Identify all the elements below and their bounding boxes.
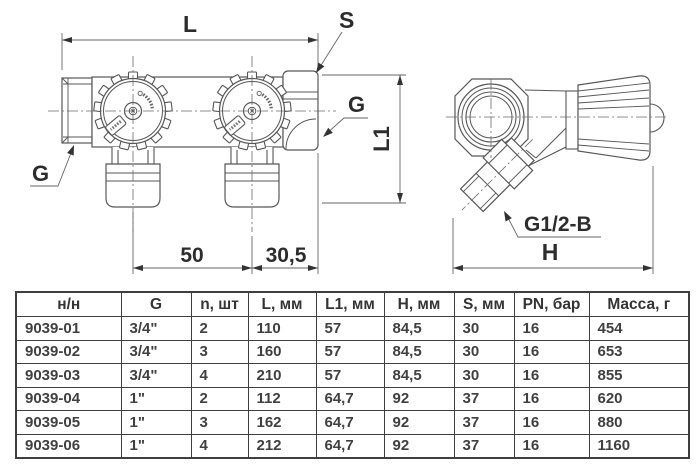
spec-cell: 1160 bbox=[589, 434, 689, 458]
spec-cell: 1" bbox=[121, 387, 191, 411]
spec-cell: 620 bbox=[589, 387, 689, 411]
spec-cell: 16 bbox=[514, 387, 589, 411]
spec-cell: 2 bbox=[191, 387, 248, 411]
knob bbox=[578, 76, 664, 160]
table-row bbox=[16, 387, 689, 411]
spec-cell: 92 bbox=[384, 434, 454, 458]
spec-cell: 9039-04 bbox=[16, 387, 121, 411]
column-header: н/н bbox=[16, 292, 121, 317]
front-view bbox=[30, 7, 406, 274]
spec-cell: 3/4" bbox=[121, 317, 191, 341]
spec-cell: 4 bbox=[191, 434, 248, 458]
column-header: G bbox=[121, 292, 191, 317]
spec-cell: 37 bbox=[454, 387, 514, 411]
spec-cell: 653 bbox=[589, 340, 689, 364]
column-header: H, мм bbox=[384, 292, 454, 317]
spec-cell: 9039-03 bbox=[16, 364, 121, 388]
spec-cell: 84,5 bbox=[384, 364, 454, 388]
spec-cell: 454 bbox=[589, 317, 689, 341]
table-row bbox=[16, 340, 689, 364]
spec-cell: 16 bbox=[514, 434, 589, 458]
spec-cell: 9039-02 bbox=[16, 340, 121, 364]
spec-cell: 162 bbox=[248, 411, 316, 435]
spec-cell: 3/4" bbox=[121, 340, 191, 364]
column-header: S, мм bbox=[454, 292, 514, 317]
spec-cell: 9039-05 bbox=[16, 411, 121, 435]
dim-30-5-label: 30,5 bbox=[265, 244, 307, 267]
spec-cell: 2 bbox=[191, 317, 248, 341]
branch-thread-label: G1/2-B bbox=[524, 213, 592, 236]
spec-cell: 3 bbox=[191, 411, 248, 435]
thread-G-right-label: G bbox=[348, 92, 366, 117]
spec-cell: 112 bbox=[248, 387, 316, 411]
spec-cell: 855 bbox=[589, 364, 689, 388]
table-row bbox=[16, 411, 689, 435]
spec-cell: 92 bbox=[384, 387, 454, 411]
spec-cell: 1" bbox=[121, 434, 191, 458]
dim-L-label: L bbox=[182, 11, 198, 37]
thread-G-left-label: G bbox=[32, 161, 50, 186]
spec-cell: 3/4" bbox=[121, 364, 191, 388]
spec-cell: 4 bbox=[191, 364, 248, 388]
inlet-thread bbox=[62, 78, 92, 143]
spec-cell: 84,5 bbox=[384, 317, 454, 341]
spec-cell: 92 bbox=[384, 411, 454, 435]
spec-cell: 3 bbox=[191, 340, 248, 364]
spec-cell: 1" bbox=[121, 411, 191, 435]
spec-cell: 16 bbox=[514, 364, 589, 388]
column-header: n, шт bbox=[191, 292, 248, 317]
spec-cell: 30 bbox=[454, 340, 514, 364]
spec-cell: 9039-06 bbox=[16, 434, 121, 458]
spec-cell: 64,7 bbox=[316, 434, 384, 458]
spec-cell: 16 bbox=[514, 411, 589, 435]
spec-cell: 16 bbox=[514, 340, 589, 364]
spec-cell: 57 bbox=[316, 317, 384, 341]
spec-cell: 57 bbox=[316, 364, 384, 388]
spec-cell: 57 bbox=[316, 340, 384, 364]
dim-H-label: H bbox=[541, 239, 559, 265]
spec-cell: 37 bbox=[454, 434, 514, 458]
spec-table-container bbox=[15, 291, 690, 459]
spec-cell: 9039-01 bbox=[16, 317, 121, 341]
spec-cell: 30 bbox=[454, 364, 514, 388]
spec-cell: 880 bbox=[589, 411, 689, 435]
side-view bbox=[446, 76, 668, 274]
column-header: Масса, г bbox=[589, 292, 689, 317]
spec-cell: 212 bbox=[248, 434, 316, 458]
spec-cell: 64,7 bbox=[316, 387, 384, 411]
column-header: PN, бар bbox=[514, 292, 589, 317]
spec-table bbox=[15, 291, 690, 459]
spec-cell: 30 bbox=[454, 317, 514, 341]
column-header: L, мм bbox=[248, 292, 316, 317]
table-row bbox=[16, 434, 689, 458]
column-header: L1, мм bbox=[316, 292, 384, 317]
dim-L1-label: L1 bbox=[369, 126, 394, 152]
spec-cell: 84,5 bbox=[384, 340, 454, 364]
spec-cell: 110 bbox=[248, 317, 316, 341]
dim-S-label: S bbox=[339, 7, 355, 33]
spec-cell: 64,7 bbox=[316, 411, 384, 435]
table-row bbox=[16, 317, 689, 341]
dim-L-lines bbox=[62, 33, 318, 70]
header-row bbox=[16, 292, 689, 317]
spec-cell: 160 bbox=[248, 340, 316, 364]
table-row bbox=[16, 364, 689, 388]
spec-cell: 210 bbox=[248, 364, 316, 388]
knob-stem bbox=[566, 91, 578, 149]
spec-cell: 16 bbox=[514, 317, 589, 341]
dim-50-label: 50 bbox=[180, 244, 204, 267]
spec-cell: 37 bbox=[454, 411, 514, 435]
